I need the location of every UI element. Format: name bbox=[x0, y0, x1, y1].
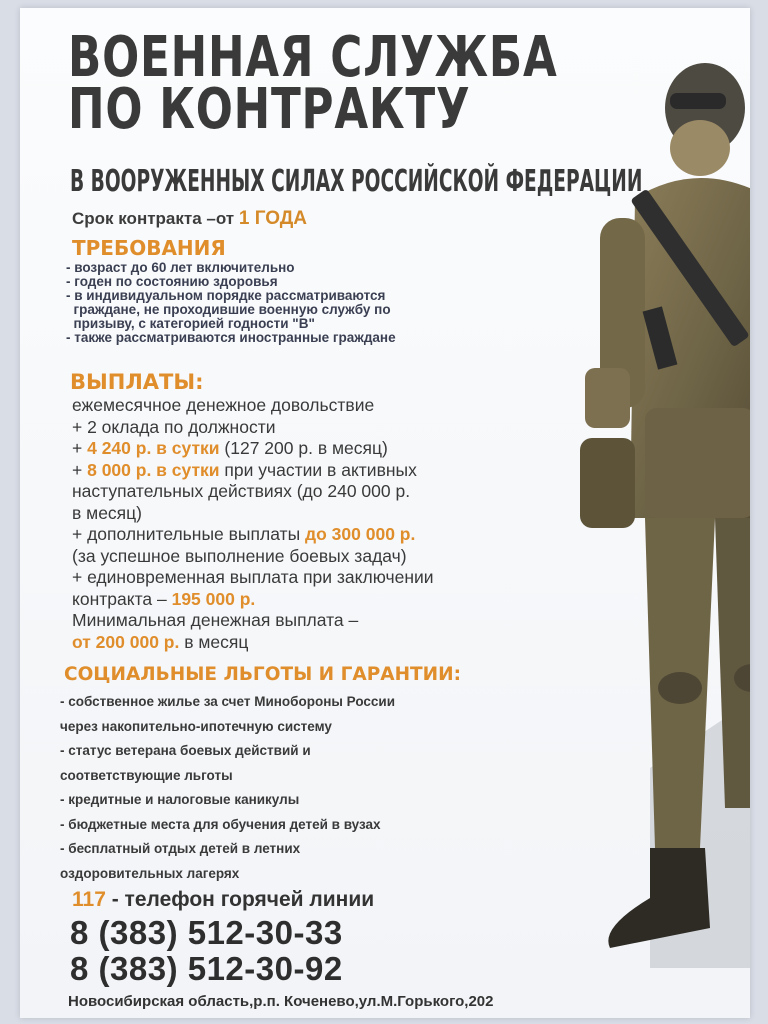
term-prefix: Срок контракта –от bbox=[72, 209, 239, 228]
phone-2: 8 (383) 512-30-92 bbox=[70, 950, 343, 987]
payment-text: в месяц bbox=[179, 631, 249, 652]
list-item: оздоровительных лагерях bbox=[60, 865, 240, 881]
payment-line bbox=[72, 589, 434, 611]
list-item: - годен по состоянию здоровья bbox=[66, 274, 278, 289]
payment-text: + bbox=[72, 459, 88, 480]
hotline bbox=[72, 888, 374, 912]
list-item: - статус ветерана боевых действий и bbox=[60, 743, 311, 758]
signing-bonus: 195 000 р. bbox=[171, 588, 256, 609]
minimum-pay: от 200 000 р. bbox=[72, 631, 180, 652]
social-heading: СОЦИАЛЬНЫЕ ЛЬГОТЫ И ГАРАНТИИ: bbox=[64, 664, 462, 685]
title-line-2: ПО КОНТРАКТУ bbox=[68, 77, 471, 142]
recruitment-poster bbox=[20, 8, 750, 1018]
list-item: - возраст до 60 лет включительно bbox=[66, 260, 295, 275]
list-item: - в индивидуальном порядке рассматриваются bbox=[66, 288, 386, 303]
payment-line: в месяц) bbox=[72, 502, 142, 523]
main-title bbox=[68, 25, 558, 142]
list-item: через накопительно-ипотечную систему bbox=[60, 718, 332, 734]
combat-daily-pay: 8 000 р. в сутки bbox=[87, 459, 220, 480]
list-item: призыву, с категорией годности "В" bbox=[66, 316, 315, 331]
payment-text: при участии в активных bbox=[219, 459, 417, 480]
list-item: - бесплатный отдых детей в летних bbox=[60, 841, 301, 856]
payment-line bbox=[72, 460, 434, 482]
payments-heading: ВЫПЛАТЫ: bbox=[70, 370, 204, 394]
phone-1: 8 (383) 512-30-33 bbox=[70, 914, 343, 951]
term-value: 1 ГОДА bbox=[238, 208, 308, 229]
list-item: - бюджетные места для обучения детей в вузах bbox=[60, 816, 381, 832]
address: Новосибирская область,р.п. Коченево,ул.М.Горького,202 bbox=[68, 993, 494, 1010]
payment-line: + единовременная выплата при заключении bbox=[72, 567, 434, 587]
list-item: - собственное жилье за счет Минобороны России bbox=[60, 694, 396, 709]
payment-line: ежемесячное денежное довольствие bbox=[72, 395, 375, 415]
subtitle: В ВООРУЖЕННЫХ СИЛАХ РОССИЙСКОЙ ФЕДЕРАЦИИ bbox=[70, 164, 643, 199]
payment-text: + дополнительные выплаты bbox=[72, 524, 306, 544]
requirements-list bbox=[66, 261, 536, 345]
payments-list bbox=[72, 395, 434, 653]
hotline-label: - телефон горячей линии bbox=[105, 888, 375, 911]
hotline-number: 117 bbox=[72, 888, 106, 911]
daily-pay: 4 240 р. в сутки bbox=[87, 438, 220, 458]
list-item: - кредитные и налоговые каникулы bbox=[60, 792, 300, 807]
title-line-1: ВОЕННАЯ СЛУЖБА bbox=[68, 25, 558, 90]
requirements-heading: ТРЕБОВАНИЯ bbox=[72, 236, 226, 260]
payment-text: (127 200 р. в месяц) bbox=[219, 438, 388, 458]
payment-text: + bbox=[72, 438, 88, 458]
payment-line bbox=[72, 524, 434, 546]
contract-term bbox=[72, 208, 307, 230]
payment-text: контракта – bbox=[72, 588, 172, 609]
list-item: граждане, не проходившие военную службу по bbox=[66, 302, 391, 317]
payment-line: Минимальная денежная выплата – bbox=[72, 610, 359, 630]
payment-line: + 2 оклада по должности bbox=[72, 416, 276, 437]
extra-pay: до 300 000 р. bbox=[305, 524, 416, 544]
payment-line: наступательных действиях (до 240 000 р. bbox=[72, 481, 411, 501]
payment-line bbox=[72, 632, 434, 654]
list-item: - также рассматриваются иностранные граждане bbox=[66, 330, 396, 345]
payment-line: (за успешное выполнение боевых задач) bbox=[72, 545, 407, 566]
payment-line bbox=[72, 438, 434, 460]
social-list bbox=[60, 690, 560, 886]
list-item: соответствующие льготы bbox=[60, 767, 233, 783]
